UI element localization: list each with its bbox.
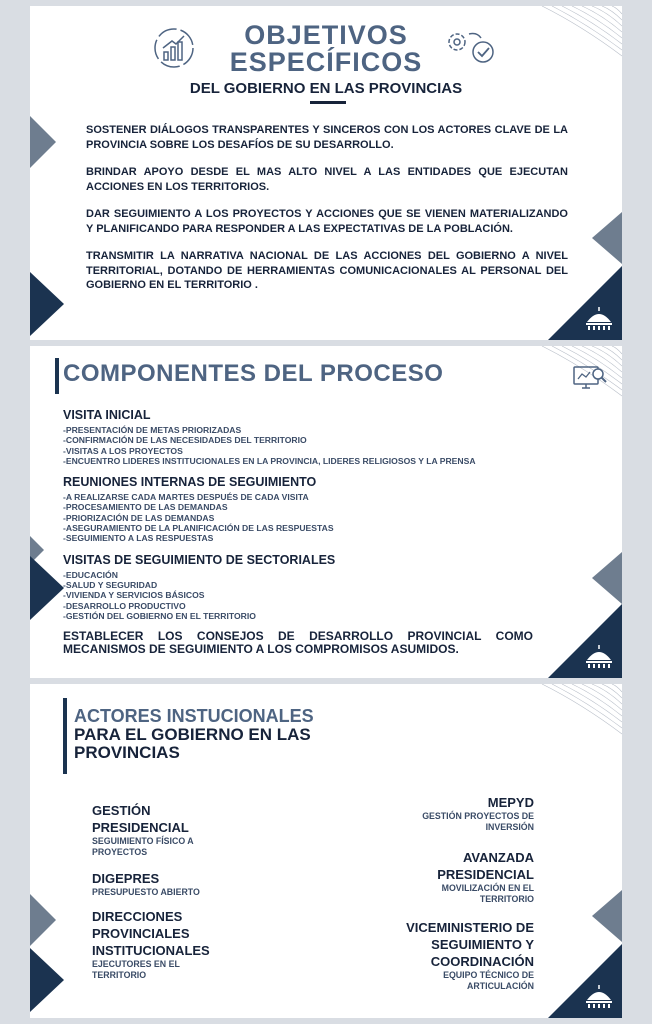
list-item: -PRIORIZACIÓN DE LAS DEMANDAS	[63, 512, 215, 523]
section-heading: VISITA INICIAL	[63, 408, 151, 422]
actor-desc: EQUIPO TÉCNICO DE ARTICULACIÓN	[443, 970, 534, 991]
objetivo-item: BRINDAR APOYO DESDE EL MAS ALTO NIVEL A LAS ENTIDADES QUE EJECUTAN ACCIONES EN LOS TERRITORIOS.	[86, 166, 568, 193]
dome-logo-icon	[582, 982, 616, 1010]
corner-triangle-navy	[30, 556, 64, 620]
actor-desc: PRESUPUESTO ABIERTO	[92, 887, 200, 897]
corner-triangle-gray-right	[592, 212, 622, 264]
section-heading: REUNIONES INTERNAS DE SEGUIMIENTO	[63, 475, 317, 490]
actores-title-line1: ACTORES INSTUCIONALES	[74, 706, 314, 726]
corner-triangle-navy	[30, 948, 64, 1012]
objetivos-title-line1: OBJETIVOS	[244, 20, 408, 50]
list-item: -A REALIZARSE CADA MARTES DESPUÉS DE CADA VISITA	[63, 492, 309, 503]
objetivos-list	[86, 123, 568, 306]
monitor-search-icon	[572, 364, 608, 392]
title-accent-bar	[55, 358, 59, 394]
mesh-decoration	[532, 684, 622, 744]
actor-card	[92, 908, 222, 981]
actor-desc: EJECUTORES EN EL TERRITORIO	[92, 959, 180, 980]
list-item: -DESARROLLO PRODUCTIVO	[63, 600, 186, 611]
objetivos-subtitle: DEL GOBIERNO EN LAS PROVINCIAS	[189, 80, 463, 97]
componentes-title: COMPONENTES DEL PROCESO	[63, 360, 444, 387]
objetivos-panel	[30, 6, 622, 340]
objetivo-item: SOSTENER DIÁLOGOS TRANSPARENTES Y SINCEROS CON LOS ACTORES CLAVE DE LA PROVINCIA SOBRE LOS DESAFÍOS DE SU DESARROLLO.	[86, 124, 568, 151]
actor-desc: SEGUIMIENTO FÍSICO A PROYECTOS	[92, 836, 194, 857]
objetivos-title	[30, 22, 622, 76]
actor-card	[424, 849, 534, 905]
list-item: -PRESENTACIÓN DE METAS PRIORIZADAS	[63, 425, 242, 435]
objetivos-title-line2: ESPECÍFICOS	[229, 47, 423, 77]
list-item: -EDUCACIÓN	[63, 569, 118, 580]
corner-triangle-navy	[30, 272, 64, 336]
actor-name: MEPYD	[487, 795, 534, 810]
title-underline	[310, 101, 346, 104]
corner-triangle-gray	[30, 894, 56, 946]
actor-desc: GESTIÓN PROYECTOS DE INVERSIÓN	[422, 811, 534, 832]
list-item: -VISITAS A LOS PROYECTOS	[63, 445, 183, 456]
actor-card	[384, 919, 534, 992]
actor-name: VICEMINISTERIO DE SEGUIMIENTO Y COORDINACIÓN	[406, 920, 534, 969]
list-item: -PROCESAMIENTO DE LAS DEMANDAS	[63, 502, 228, 513]
actor-name: AVANZADA PRESIDENCIAL	[437, 850, 534, 882]
actor-card	[394, 794, 534, 833]
corner-triangle-gray-right	[592, 552, 622, 604]
actor-desc: MOVILIZACIÓN EN EL TERRITORIO	[441, 883, 534, 904]
corner-triangle-gray-right	[592, 890, 622, 942]
componentes-panel	[30, 346, 622, 678]
actor-name: DIRECCIONES PROVINCIALES INSTITUCIONALES	[92, 909, 210, 958]
actores-title-line2: PARA EL GOBIERNO EN LAS PROVINCIAS	[74, 725, 311, 762]
section-heading: VISITAS DE SEGUIMIENTO DE SECTORIALES	[63, 552, 336, 567]
list-item: -SEGUIMIENTO A LAS RESPUESTAS	[63, 533, 214, 544]
dome-logo-icon	[582, 304, 616, 332]
section-items	[63, 570, 563, 621]
actor-name: GESTIÓN PRESIDENCIAL	[92, 803, 189, 835]
actores-panel	[30, 684, 622, 1018]
actor-name: DIGEPRES	[92, 871, 160, 886]
actor-card	[92, 802, 222, 858]
section-items	[63, 492, 563, 543]
componentes-list	[63, 408, 563, 656]
list-item: -SALUD Y SEGURIDAD	[63, 579, 158, 590]
list-item: -CONFIRMACIÓN DE LAS NECESIDADES DEL TERRITORIO	[63, 435, 307, 446]
section-items	[63, 425, 563, 466]
componentes-footer: ESTABLECER LOS CONSEJOS DE DESARROLLO PROVINCIAL COMO MECANISMOS DE SEGUIMIENTO A LOS COMPROMISOS ASUMIDOS.	[63, 629, 533, 657]
dome-logo-icon	[582, 642, 616, 670]
list-item: -ASEGURAMIENTO DE LA PLANIFICACIÓN DE LAS RESPUESTAS	[63, 523, 334, 534]
corner-triangle-gray	[30, 116, 56, 168]
actor-card	[92, 870, 252, 898]
list-item: -GESTIÓN DEL GOBIERNO EN EL TERRITORIO	[63, 610, 256, 621]
objetivo-item: TRANSMITIR LA NARRATIVA NACIONAL DE LAS ACCIONES DEL GOBIERNO A NIVEL TERRITORIAL, DOTANDO DE HERRAMIENTAS COMUNICACIONALES AL PERSONAL DEL GOBIERNO EN EL TERRITORIO .	[86, 250, 568, 291]
list-item: -VIVIENDA Y SERVICIOS BÁSICOS	[63, 590, 205, 601]
objetivo-item: DAR SEGUIMIENTO A LOS PROYECTOS Y ACCIONES QUE SE VIENEN MATERIALIZANDO Y PLANIFICANDO PARA RESPONDER A LAS EXPECTATIVAS DE LA POBLACIÓN.	[86, 208, 568, 235]
list-item: -ENCUENTRO LIDERES INSTITUCIONALES EN LA PROVINCIA, LIDERES RELIGIOSOS Y LA PRENSA	[63, 455, 476, 466]
title-accent-bar	[63, 698, 67, 774]
